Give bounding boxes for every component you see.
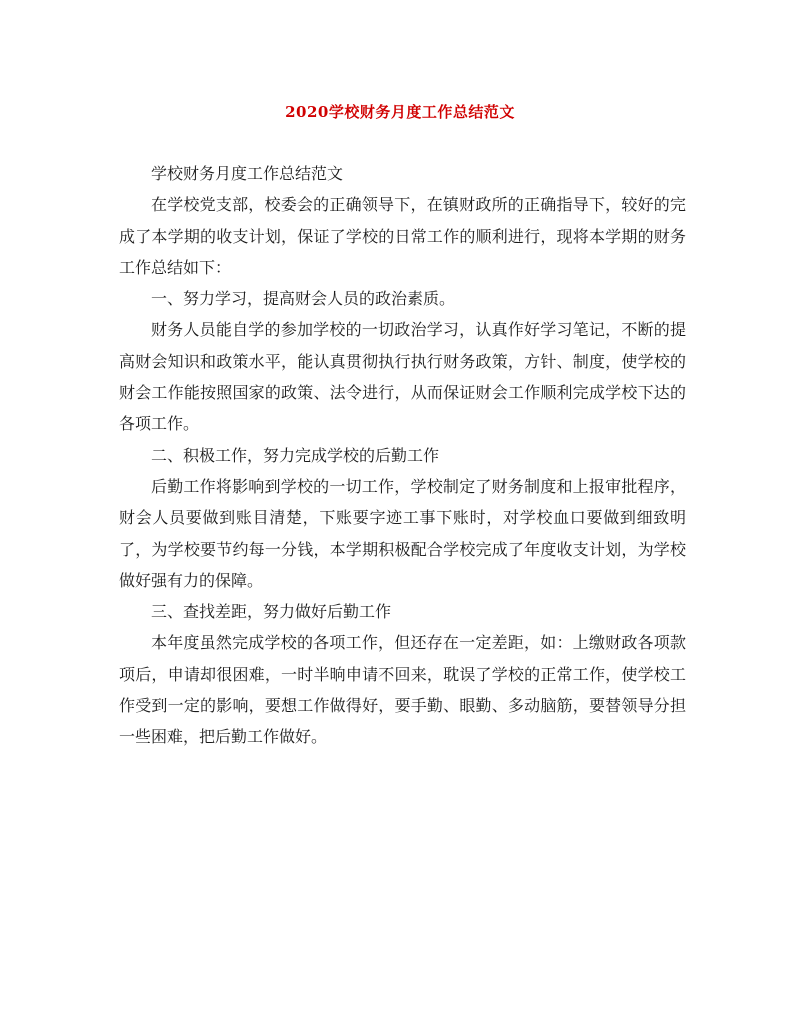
- section-heading-2: 二、积极工作，努力完成学校的后勤工作: [151, 445, 440, 465]
- section-heading-3: 三、查找差距，努力做好后勤工作: [151, 602, 392, 622]
- section-heading-1: 一、努力学习，提高财会人员的政治素质。: [151, 289, 456, 309]
- paragraph-intro: 在学校党支部，校委会的正确领导下，在镇财政所的正确指导下，较好的完成了本学期的收支计划，保证了学校的日常工作的顺利进行，现将本学期的财务工作总结如下：: [119, 195, 686, 277]
- document-title: 2020学校财务月度工作总结范文: [285, 103, 515, 121]
- document-body: [119, 158, 686, 753]
- paragraph-subtitle: 学校财务月度工作总结范文: [151, 164, 344, 183]
- paragraph-section-2: 后勤工作将影响到学校的一切工作，学校制定了财务制度和上报审批程序，财会人员要做到账目清楚，下账要字迹工事下账时，对学校血口要做到细致明了，为学校要节约每一分钱，本学期积极配合学校完成了年度收支计划，为学校做好强有力的保障。: [119, 476, 686, 590]
- paragraph-section-3: 本年度虽然完成学校的各项工作，但还存在一定差距，如：上缴财政各项款项后，申请却很困难，一时半晌申请不回来，耽误了学校的正常工作，使学校工作受到一定的影响，要想工作做得好，要手勤、眼勤、多动脑筋，要替领导分担一些困难，把后勤工作做好。: [119, 633, 686, 747]
- paragraph-section-1: 财务人员能自学的参加学校的一切政治学习，认真作好学习笔记，不断的提高财会知识和政策水平，能认真贯彻执行执行财务政策，方针、制度，使学校的财会工作能按照国家的政策、法令进行，从而保证财会工作顺利完成学校下达的各项工作。: [119, 320, 686, 434]
